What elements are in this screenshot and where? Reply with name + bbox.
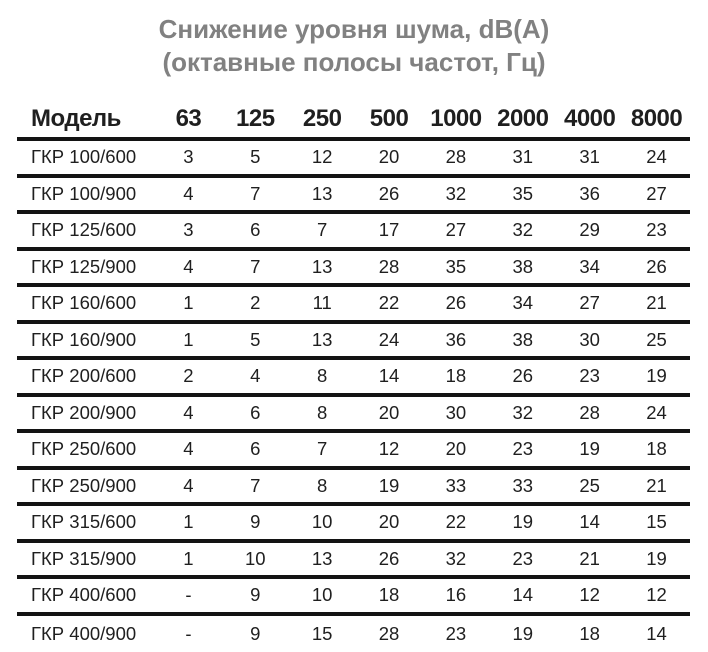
model-cell: ГКР 200/900 <box>31 401 137 423</box>
table-row <box>17 287 690 324</box>
value-cell: 18 <box>646 438 667 460</box>
value-cell: 23 <box>445 622 467 644</box>
value-cell: 20 <box>378 146 400 168</box>
value-cell: 23 <box>512 438 534 460</box>
column-header-63: 63 <box>175 105 202 132</box>
table-row <box>17 579 690 616</box>
value-cell: 36 <box>579 182 600 204</box>
value-cell: 1 <box>183 292 194 314</box>
value-cell: 9 <box>250 511 261 533</box>
value-cell: 4 <box>183 401 194 423</box>
value-cell: 6 <box>250 438 261 460</box>
table-row <box>17 543 690 580</box>
value-cell: 26 <box>378 182 400 204</box>
model-cell: ГКР 250/600 <box>31 438 137 460</box>
value-cell: 7 <box>250 474 261 496</box>
value-cell: 12 <box>311 146 333 168</box>
model-cell: ГКР 125/600 <box>31 219 137 241</box>
value-cell: 11 <box>312 292 332 314</box>
value-cell: 1 <box>183 328 194 350</box>
table-header-row <box>17 95 690 141</box>
value-cell: 35 <box>445 255 467 277</box>
column-header-250: 250 <box>302 105 342 132</box>
value-cell: 2 <box>250 292 261 314</box>
value-cell: 33 <box>512 474 534 496</box>
value-cell: - <box>185 584 192 606</box>
model-cell: ГКР 125/900 <box>31 255 137 277</box>
value-cell: 19 <box>512 511 534 533</box>
value-cell: 25 <box>646 328 667 350</box>
model-cell: ГКР 315/900 <box>31 547 137 569</box>
value-cell: 14 <box>646 622 667 644</box>
value-cell: 33 <box>445 474 467 496</box>
value-cell: 19 <box>378 474 400 496</box>
value-cell: 14 <box>579 511 600 533</box>
value-cell: 12 <box>378 438 400 460</box>
value-cell: 22 <box>378 292 400 314</box>
column-header-1000: 1000 <box>430 105 482 132</box>
value-cell: 18 <box>445 365 467 387</box>
value-cell: 4 <box>183 438 194 460</box>
value-cell: 26 <box>512 365 534 387</box>
value-cell: 38 <box>512 328 534 350</box>
value-cell: 36 <box>445 328 467 350</box>
value-cell: 8 <box>317 365 328 387</box>
value-cell: - <box>185 622 192 644</box>
value-cell: 27 <box>646 182 667 204</box>
value-cell: 7 <box>317 219 328 241</box>
value-cell: 3 <box>183 219 194 241</box>
value-cell: 19 <box>646 365 667 387</box>
value-cell: 32 <box>445 547 467 569</box>
table-row <box>17 251 690 288</box>
table-title <box>0 0 708 79</box>
value-cell: 20 <box>445 438 467 460</box>
table-row <box>17 470 690 507</box>
value-cell: 18 <box>579 622 600 644</box>
model-cell: ГКР 100/600 <box>31 146 137 168</box>
value-cell: 26 <box>445 292 467 314</box>
value-cell: 21 <box>579 547 600 569</box>
column-header-2000: 2000 <box>497 105 549 132</box>
table-row <box>17 433 690 470</box>
value-cell: 24 <box>646 401 667 423</box>
title-line-1: Снижение уровня шума, dB(A) <box>158 14 550 44</box>
value-cell: 22 <box>445 511 467 533</box>
table-row <box>17 178 690 215</box>
value-cell: 32 <box>512 401 534 423</box>
value-cell: 7 <box>250 255 261 277</box>
value-cell: 1 <box>183 547 194 569</box>
value-cell: 31 <box>579 146 600 168</box>
value-cell: 13 <box>311 547 333 569</box>
value-cell: 1 <box>183 511 194 533</box>
value-cell: 5 <box>250 146 261 168</box>
value-cell: 35 <box>512 182 534 204</box>
value-cell: 13 <box>311 328 333 350</box>
noise-reduction-table <box>17 95 690 652</box>
value-cell: 13 <box>311 182 333 204</box>
value-cell: 6 <box>250 401 261 423</box>
value-cell: 4 <box>250 365 261 387</box>
value-cell: 23 <box>579 365 600 387</box>
value-cell: 15 <box>311 622 333 644</box>
value-cell: 29 <box>579 219 600 241</box>
model-cell: ГКР 200/600 <box>31 365 137 387</box>
model-cell: ГКР 100/900 <box>31 182 137 204</box>
value-cell: 19 <box>579 438 600 460</box>
table-body <box>17 141 690 652</box>
model-cell: ГКР 250/900 <box>31 474 137 496</box>
value-cell: 5 <box>250 328 261 350</box>
column-header-4000: 4000 <box>563 105 616 132</box>
column-header-8000: 8000 <box>630 105 683 132</box>
value-cell: 38 <box>512 255 534 277</box>
value-cell: 28 <box>378 255 400 277</box>
value-cell: 4 <box>183 474 194 496</box>
model-cell: ГКР 315/600 <box>31 511 137 533</box>
value-cell: 8 <box>317 401 328 423</box>
value-cell: 24 <box>646 146 667 168</box>
value-cell: 34 <box>579 255 600 277</box>
value-cell: 28 <box>445 146 467 168</box>
value-cell: 28 <box>378 622 400 644</box>
value-cell: 4 <box>183 182 194 204</box>
value-cell: 26 <box>378 547 400 569</box>
value-cell: 13 <box>311 255 333 277</box>
value-cell: 4 <box>183 255 194 277</box>
table-row <box>17 324 690 361</box>
value-cell: 32 <box>445 182 467 204</box>
model-cell: ГКР 400/600 <box>31 584 137 606</box>
value-cell: 18 <box>378 584 400 606</box>
value-cell: 17 <box>378 219 400 241</box>
value-cell: 7 <box>250 182 261 204</box>
value-cell: 10 <box>311 584 333 606</box>
column-header-500: 500 <box>369 105 409 132</box>
table-row <box>17 214 690 251</box>
value-cell: 20 <box>378 511 400 533</box>
value-cell: 8 <box>317 474 328 496</box>
value-cell: 23 <box>512 547 534 569</box>
value-cell: 26 <box>646 255 667 277</box>
value-cell: 9 <box>250 584 261 606</box>
value-cell: 3 <box>183 146 194 168</box>
value-cell: 14 <box>378 365 400 387</box>
value-cell: 23 <box>646 219 667 241</box>
model-cell: ГКР 400/900 <box>31 622 137 644</box>
value-cell: 7 <box>317 438 328 460</box>
table-row <box>17 506 690 543</box>
value-cell: 32 <box>512 219 534 241</box>
value-cell: 30 <box>579 328 600 350</box>
column-header-125: 125 <box>236 105 275 132</box>
value-cell: 20 <box>378 401 400 423</box>
value-cell: 10 <box>311 511 333 533</box>
title-line-2: (октавные полосы частот, Гц) <box>162 47 546 77</box>
value-cell: 21 <box>646 292 667 314</box>
value-cell: 34 <box>512 292 534 314</box>
value-cell: 15 <box>646 511 667 533</box>
table-row <box>17 616 690 652</box>
value-cell: 27 <box>579 292 600 314</box>
value-cell: 12 <box>646 584 667 606</box>
column-header-model: Модель <box>31 105 121 132</box>
value-cell: 24 <box>378 328 400 350</box>
table-row <box>17 360 690 397</box>
value-cell: 28 <box>579 401 600 423</box>
value-cell: 9 <box>250 622 261 644</box>
value-cell: 31 <box>512 146 534 168</box>
value-cell: 6 <box>250 219 261 241</box>
value-cell: 30 <box>445 401 467 423</box>
table-row <box>17 397 690 434</box>
value-cell: 19 <box>512 622 534 644</box>
value-cell: 25 <box>579 474 600 496</box>
value-cell: 12 <box>579 584 600 606</box>
value-cell: 27 <box>445 219 467 241</box>
model-cell: ГКР 160/900 <box>31 328 137 350</box>
value-cell: 21 <box>646 474 667 496</box>
value-cell: 10 <box>245 547 266 569</box>
value-cell: 16 <box>445 584 467 606</box>
value-cell: 14 <box>512 584 534 606</box>
model-cell: ГКР 160/600 <box>31 292 137 314</box>
value-cell: 2 <box>183 365 194 387</box>
value-cell: 19 <box>646 547 667 569</box>
table-row <box>17 141 690 178</box>
